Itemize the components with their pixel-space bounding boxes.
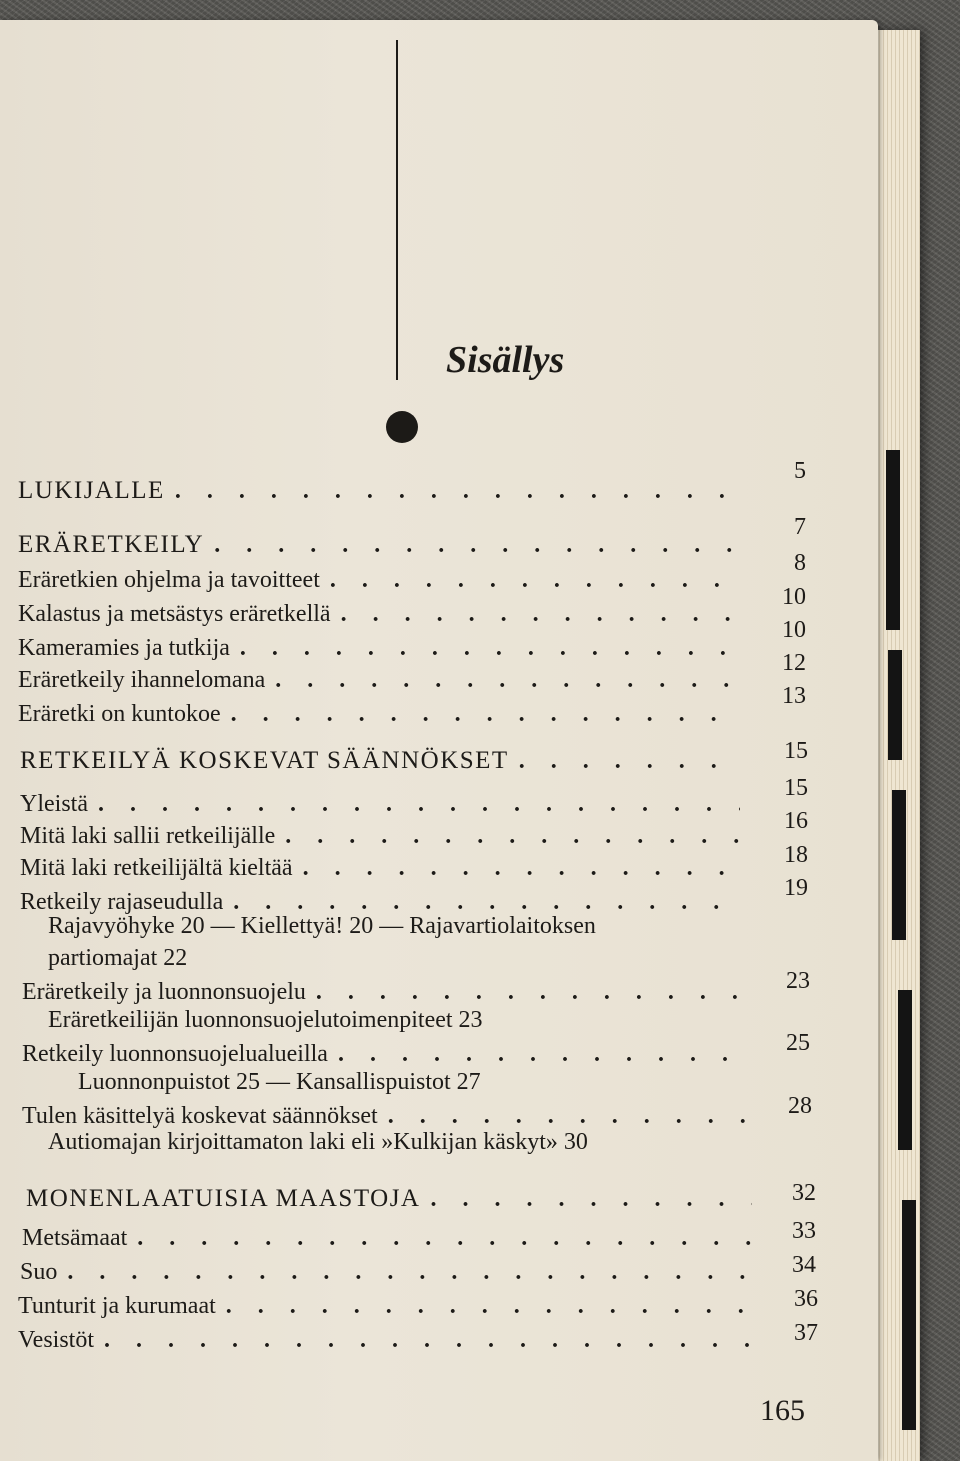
leader-dots: [104, 1328, 752, 1352]
toc-subentry: Rajavyöhyke 20 — Kiellettyä! 20 — Rajavartiolaitoksen: [48, 913, 596, 939]
leader-dots: [137, 1226, 752, 1250]
toc-subentry: partiomajat 22: [48, 945, 188, 971]
page-title: Sisällys: [446, 339, 565, 381]
leader-dots: [388, 1104, 746, 1128]
toc-subentry: Eräretkeilijän luonnonsuojelutoimenpiteet 23: [48, 1007, 483, 1033]
edge-mark: [898, 990, 912, 1150]
toc-entry: [20, 824, 740, 848]
edge-mark: [902, 1200, 916, 1430]
toc-entry: [22, 980, 742, 1004]
toc-page-number: 13: [782, 683, 806, 709]
leader-dots: [240, 636, 738, 660]
toc-subentry: Autiomajan kirjoittamaton laki eli »Kulkijan käskyt» 30: [48, 1129, 588, 1155]
toc-entry: [26, 1186, 752, 1211]
vertical-rule: [396, 40, 398, 380]
leader-dots: [285, 824, 740, 848]
leader-dots: [214, 533, 738, 557]
toc-entry-label: Tunturit ja kurumaat: [18, 1293, 216, 1319]
toc-entry: [18, 1294, 752, 1318]
leader-dots: [338, 1042, 742, 1066]
toc-subentry: Luonnonpuistot 25 — Kansallispuistot 27: [78, 1069, 481, 1095]
toc-entry-label: Eräretki on kuntokoe: [18, 701, 221, 727]
toc-entry-label: Eräretkien ohjelma ja tavoitteet: [18, 567, 320, 593]
toc-entry-label: Suo: [20, 1259, 58, 1285]
leader-dots: [303, 856, 740, 880]
toc-page-number: 28: [788, 1093, 812, 1119]
toc-entry: [18, 668, 738, 692]
toc-entry: [22, 1104, 746, 1128]
toc-entry-label: Kameramies ja tutkija: [18, 635, 230, 661]
leader-dots: [275, 668, 738, 692]
toc-entry: [20, 856, 740, 880]
toc-entry-label: Mitä laki retkeilijältä kieltää: [20, 855, 293, 881]
toc-page-number: 12: [782, 650, 806, 676]
toc-entry: [18, 636, 738, 660]
leader-dots: [519, 749, 740, 773]
toc-entry-label: RETKEILYÄ KOSKEVAT SÄÄNNÖKSET: [20, 747, 509, 774]
toc-entry: [20, 1260, 752, 1284]
toc-entry: [20, 792, 740, 816]
toc-entry-label: Mitä laki sallii retkeilijälle: [20, 823, 276, 849]
book-page: [0, 20, 878, 1461]
toc-entry-label: Tulen käsittelyä koskevat säännökset: [22, 1103, 378, 1129]
toc-page-number: 7: [794, 514, 806, 540]
toc-page-number: 15: [784, 775, 808, 801]
toc-entry: [18, 478, 738, 503]
toc-entry-label: LUKIJALLE: [18, 477, 165, 504]
toc-page-number: 16: [784, 808, 808, 834]
leader-dots: [231, 702, 738, 726]
toc-page-number: 23: [786, 968, 810, 994]
toc-entry-label: Vesistöt: [18, 1327, 95, 1353]
toc-page-number: 33: [792, 1218, 816, 1244]
toc-entry: [20, 890, 740, 914]
toc-page-number: 25: [786, 1030, 810, 1056]
leader-dots: [233, 890, 740, 914]
toc-entry-label: Eräretkeily ihannelomana: [18, 667, 266, 693]
edge-mark: [892, 790, 906, 940]
toc-page-number: 32: [792, 1180, 816, 1206]
toc-entry-label: Eräretkeily ja luonnonsuojelu: [22, 979, 306, 1005]
toc-entry: [22, 1042, 742, 1066]
toc-page-number: 36: [794, 1286, 818, 1312]
toc-entry: [18, 1328, 752, 1352]
toc-entry: [18, 602, 738, 626]
bullet-dot: [386, 411, 418, 443]
toc-entry-label: Retkeily luonnonsuojelualueilla: [22, 1041, 328, 1067]
toc-page-number: 5: [794, 458, 806, 484]
toc-entry: [22, 1226, 752, 1250]
toc-page-number: 8: [794, 550, 806, 576]
toc-entry-label: Metsämaat: [22, 1225, 128, 1251]
leader-dots: [98, 792, 740, 816]
toc-entry-label: ERÄRETKEILY: [18, 531, 205, 558]
toc-entry-label: Retkeily rajaseudulla: [20, 889, 224, 915]
toc-page-number: 10: [782, 584, 806, 610]
toc-entry-label: MONENLAATUISIA MAASTOJA: [26, 1185, 421, 1212]
toc-entry: [18, 702, 738, 726]
leader-dots: [226, 1294, 752, 1318]
leader-dots: [67, 1260, 752, 1284]
leader-dots: [430, 1187, 752, 1211]
toc-page-number: 18: [784, 842, 808, 868]
toc-page-number: 15: [784, 738, 808, 764]
leader-dots: [175, 479, 738, 503]
toc-entry-label: Kalastus ja metsästys eräretkellä: [18, 601, 331, 627]
toc-entry: [20, 748, 740, 773]
toc-page-number: 34: [792, 1252, 816, 1278]
leader-dots: [341, 602, 738, 626]
toc-entry: [18, 568, 738, 592]
toc-page-number: 19: [784, 875, 808, 901]
edge-mark: [886, 450, 900, 630]
leader-dots: [330, 568, 738, 592]
edge-mark: [888, 650, 902, 760]
page-folio: 165: [760, 1394, 805, 1427]
leader-dots: [316, 980, 742, 1004]
toc-page-number: 10: [782, 617, 806, 643]
toc-page-number: 37: [794, 1320, 818, 1346]
toc-entry-label: Yleistä: [20, 791, 88, 817]
toc-entry: [18, 532, 738, 557]
